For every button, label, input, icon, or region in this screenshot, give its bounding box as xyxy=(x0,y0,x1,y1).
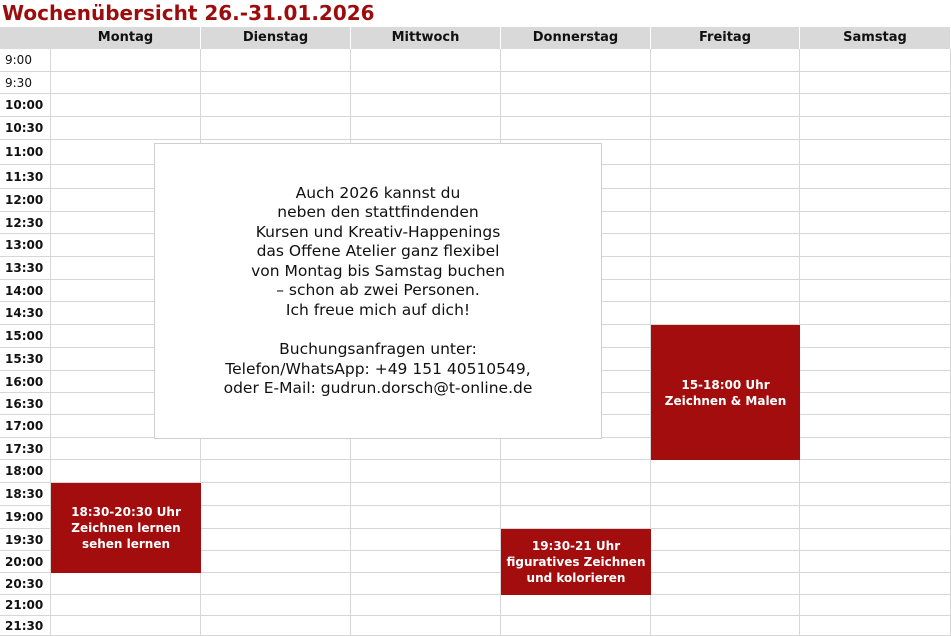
notice-text xyxy=(251,184,505,321)
time-label: 14:00 xyxy=(5,284,44,298)
time-cell xyxy=(0,348,51,371)
slot-cell[interactable] xyxy=(501,49,651,72)
notice-line: Buchungsanfragen unter: xyxy=(279,340,477,358)
slot-cell[interactable] xyxy=(51,94,201,117)
time-label: 12:00 xyxy=(5,193,44,207)
slot-cell[interactable] xyxy=(651,529,800,551)
time-cell xyxy=(0,460,51,483)
slot-cell[interactable] xyxy=(51,573,201,595)
slot-cell[interactable] xyxy=(800,595,951,616)
time-cell xyxy=(0,438,51,460)
time-cell xyxy=(0,212,51,234)
time-label: 19:30 xyxy=(5,533,44,547)
slot-cell[interactable] xyxy=(501,506,651,529)
time-label: 10:30 xyxy=(5,121,44,135)
slot-cell[interactable] xyxy=(351,438,501,460)
time-cell xyxy=(0,483,51,506)
time-label: 17:30 xyxy=(5,442,44,456)
slot-cell[interactable] xyxy=(201,117,351,140)
slot-cell[interactable] xyxy=(351,460,501,483)
slot-cell[interactable] xyxy=(351,117,501,140)
notice-contact xyxy=(224,340,533,399)
slot-cell[interactable] xyxy=(651,551,800,573)
slot-cell[interactable] xyxy=(651,257,800,280)
slot-cell[interactable] xyxy=(800,529,951,551)
slot-cell[interactable] xyxy=(651,302,800,325)
time-label: 17:00 xyxy=(5,419,44,433)
time-label: 9:30 xyxy=(5,76,32,90)
slot-cell[interactable] xyxy=(651,117,800,140)
slot-cell[interactable] xyxy=(800,117,951,140)
day-header-donnerstag: Donnerstag xyxy=(501,27,651,49)
time-cell xyxy=(0,280,51,302)
time-cell xyxy=(0,117,51,140)
slot-cell[interactable] xyxy=(51,460,201,483)
time-cell xyxy=(0,189,51,212)
slot-cell[interactable] xyxy=(800,415,951,438)
slot-cell[interactable] xyxy=(501,117,651,140)
time-label: 20:30 xyxy=(5,577,44,591)
slot-cell[interactable] xyxy=(800,72,951,94)
page-title: Wochenübersicht 26.-31.01.2026 xyxy=(2,1,375,25)
slot-cell[interactable] xyxy=(651,94,800,117)
slot-cell[interactable] xyxy=(800,234,951,257)
slot-cell[interactable] xyxy=(651,212,800,234)
slot-cell[interactable] xyxy=(501,483,651,506)
slot-cell[interactable] xyxy=(201,595,351,616)
day-header-samstag: Samstag xyxy=(800,27,951,49)
notice-line: Auch 2026 kannst du xyxy=(295,183,461,202)
slot-cell[interactable] xyxy=(800,483,951,506)
slot-cell[interactable] xyxy=(501,616,651,636)
time-label: 16:30 xyxy=(5,397,44,411)
day-header-montag: Montag xyxy=(51,27,201,49)
slot-cell[interactable] xyxy=(651,483,800,506)
slot-cell[interactable] xyxy=(201,506,351,529)
slot-cell[interactable] xyxy=(201,573,351,595)
slot-cell[interactable] xyxy=(800,212,951,234)
event-text: figuratives Zeichnen xyxy=(506,555,646,569)
slot-cell[interactable] xyxy=(201,460,351,483)
slot-cell[interactable] xyxy=(201,94,351,117)
slot-cell[interactable] xyxy=(651,189,800,212)
slot-cell[interactable] xyxy=(651,573,800,595)
slot-cell[interactable] xyxy=(51,595,201,616)
slot-cell[interactable] xyxy=(651,616,800,636)
slot-cell[interactable] xyxy=(201,438,351,460)
slot-cell[interactable] xyxy=(51,616,201,636)
header-corner xyxy=(0,27,51,49)
time-label: 16:00 xyxy=(5,375,44,389)
time-label: 10:00 xyxy=(5,98,44,112)
time-label: 21:00 xyxy=(5,598,44,612)
time-cell xyxy=(0,529,51,551)
notice-line: Telefon/WhatsApp: +49 151 40510549, xyxy=(225,359,531,378)
time-label: 19:00 xyxy=(5,510,44,524)
slot-cell[interactable] xyxy=(51,72,201,94)
slot-cell[interactable] xyxy=(201,483,351,506)
slot-cell[interactable] xyxy=(351,595,501,616)
slot-cell[interactable] xyxy=(800,94,951,117)
time-label: 11:00 xyxy=(5,145,44,159)
notice-line: – schon ab zwei Personen. xyxy=(276,281,480,299)
slot-cell[interactable] xyxy=(51,438,201,460)
time-cell xyxy=(0,49,51,72)
event-block[interactable] xyxy=(51,483,201,573)
time-label: 18:00 xyxy=(5,464,44,478)
notice-line: neben den stattfindenden xyxy=(277,203,479,221)
time-cell xyxy=(0,506,51,529)
time-cell xyxy=(0,325,51,348)
slot-cell[interactable] xyxy=(651,140,800,165)
slot-cell[interactable] xyxy=(651,280,800,302)
time-label: 13:00 xyxy=(5,238,44,252)
slot-cell[interactable] xyxy=(800,438,951,460)
event-text: Zeichnen lernen xyxy=(71,521,181,535)
time-cell xyxy=(0,616,51,636)
time-cell xyxy=(0,393,51,415)
event-text: 15-18:00 Uhr xyxy=(681,377,770,392)
slot-cell[interactable] xyxy=(651,460,800,483)
event-block[interactable] xyxy=(651,325,800,460)
slot-cell[interactable] xyxy=(501,595,651,616)
slot-cell[interactable] xyxy=(651,165,800,189)
slot-cell[interactable] xyxy=(800,257,951,280)
slot-cell[interactable] xyxy=(800,506,951,529)
info-notice xyxy=(154,143,602,439)
day-header-dienstag: Dienstag xyxy=(201,27,351,49)
slot-cell[interactable] xyxy=(51,49,201,72)
time-label: 21:30 xyxy=(5,619,44,633)
day-header-mittwoch: Mittwoch xyxy=(351,27,501,49)
time-cell xyxy=(0,94,51,117)
slot-cell[interactable] xyxy=(800,616,951,636)
slot-cell[interactable] xyxy=(651,234,800,257)
event-text: sehen lernen xyxy=(81,537,171,551)
slot-cell[interactable] xyxy=(800,302,951,325)
event-block[interactable] xyxy=(501,529,651,595)
time-cell xyxy=(0,140,51,165)
time-label: 18:30 xyxy=(5,487,44,501)
time-cell xyxy=(0,302,51,325)
time-label: 11:30 xyxy=(5,170,44,184)
slot-cell[interactable] xyxy=(651,72,800,94)
notice-line: von Montag bis Samstag buchen xyxy=(251,261,505,280)
time-cell xyxy=(0,165,51,189)
time-label: 9:00 xyxy=(5,53,32,67)
slot-cell[interactable] xyxy=(351,506,501,529)
time-cell xyxy=(0,257,51,280)
time-cell xyxy=(0,595,51,616)
slot-cell[interactable] xyxy=(351,49,501,72)
time-cell xyxy=(0,551,51,573)
slot-cell[interactable] xyxy=(351,94,501,117)
time-label: 13:30 xyxy=(5,261,44,275)
slot-cell[interactable] xyxy=(351,483,501,506)
event-text: Zeichnen & Malen xyxy=(664,393,787,408)
slot-cell[interactable] xyxy=(800,49,951,72)
slot-cell[interactable] xyxy=(501,460,651,483)
slot-cell[interactable] xyxy=(800,325,951,348)
slot-cell[interactable] xyxy=(201,72,351,94)
notice-line: Ich freue mich auf dich! xyxy=(285,300,471,319)
slot-cell[interactable] xyxy=(501,438,651,460)
time-cell xyxy=(0,415,51,438)
day-header-freitag: Freitag xyxy=(651,27,800,49)
event-text: und kolorieren xyxy=(526,571,626,585)
time-cell xyxy=(0,573,51,595)
slot-cell[interactable] xyxy=(800,165,951,189)
slot-cell[interactable] xyxy=(800,348,951,371)
slot-cell[interactable] xyxy=(201,616,351,636)
notice-line: oder E-Mail: gudrun.dorsch@t-online.de xyxy=(223,379,533,397)
slot-cell[interactable] xyxy=(501,72,651,94)
time-label: 14:30 xyxy=(5,306,44,320)
time-cell xyxy=(0,371,51,393)
slot-cell[interactable] xyxy=(651,595,800,616)
slot-cell[interactable] xyxy=(501,94,651,117)
slot-cell[interactable] xyxy=(201,49,351,72)
time-label: 15:30 xyxy=(5,352,44,366)
slot-cell[interactable] xyxy=(651,506,800,529)
slot-cell[interactable] xyxy=(800,573,951,595)
time-cell xyxy=(0,72,51,94)
time-label: 12:30 xyxy=(5,216,44,230)
slot-cell[interactable] xyxy=(800,551,951,573)
time-cell xyxy=(0,234,51,257)
slot-cell[interactable] xyxy=(351,573,501,595)
slot-cell[interactable] xyxy=(351,72,501,94)
slot-cell[interactable] xyxy=(351,551,501,573)
slot-cell[interactable] xyxy=(351,529,501,551)
slot-cell[interactable] xyxy=(201,551,351,573)
notice-line: das Offene Atelier ganz flexibel xyxy=(256,242,500,260)
notice-line: Kursen und Kreativ-Happenings xyxy=(255,222,501,241)
time-label: 20:00 xyxy=(5,555,44,569)
slot-cell[interactable] xyxy=(800,393,951,415)
event-text: 19:30-21 Uhr xyxy=(531,539,621,553)
event-text: 18:30-20:30 Uhr xyxy=(71,505,181,519)
slot-cell[interactable] xyxy=(800,460,951,483)
slot-cell[interactable] xyxy=(651,49,800,72)
slot-cell[interactable] xyxy=(201,529,351,551)
time-label: 15:00 xyxy=(5,329,44,343)
slot-cell[interactable] xyxy=(800,189,951,212)
slot-cell[interactable] xyxy=(800,371,951,393)
slot-cell[interactable] xyxy=(51,117,201,140)
slot-cell[interactable] xyxy=(351,616,501,636)
slot-cell[interactable] xyxy=(800,140,951,165)
slot-cell[interactable] xyxy=(800,280,951,302)
